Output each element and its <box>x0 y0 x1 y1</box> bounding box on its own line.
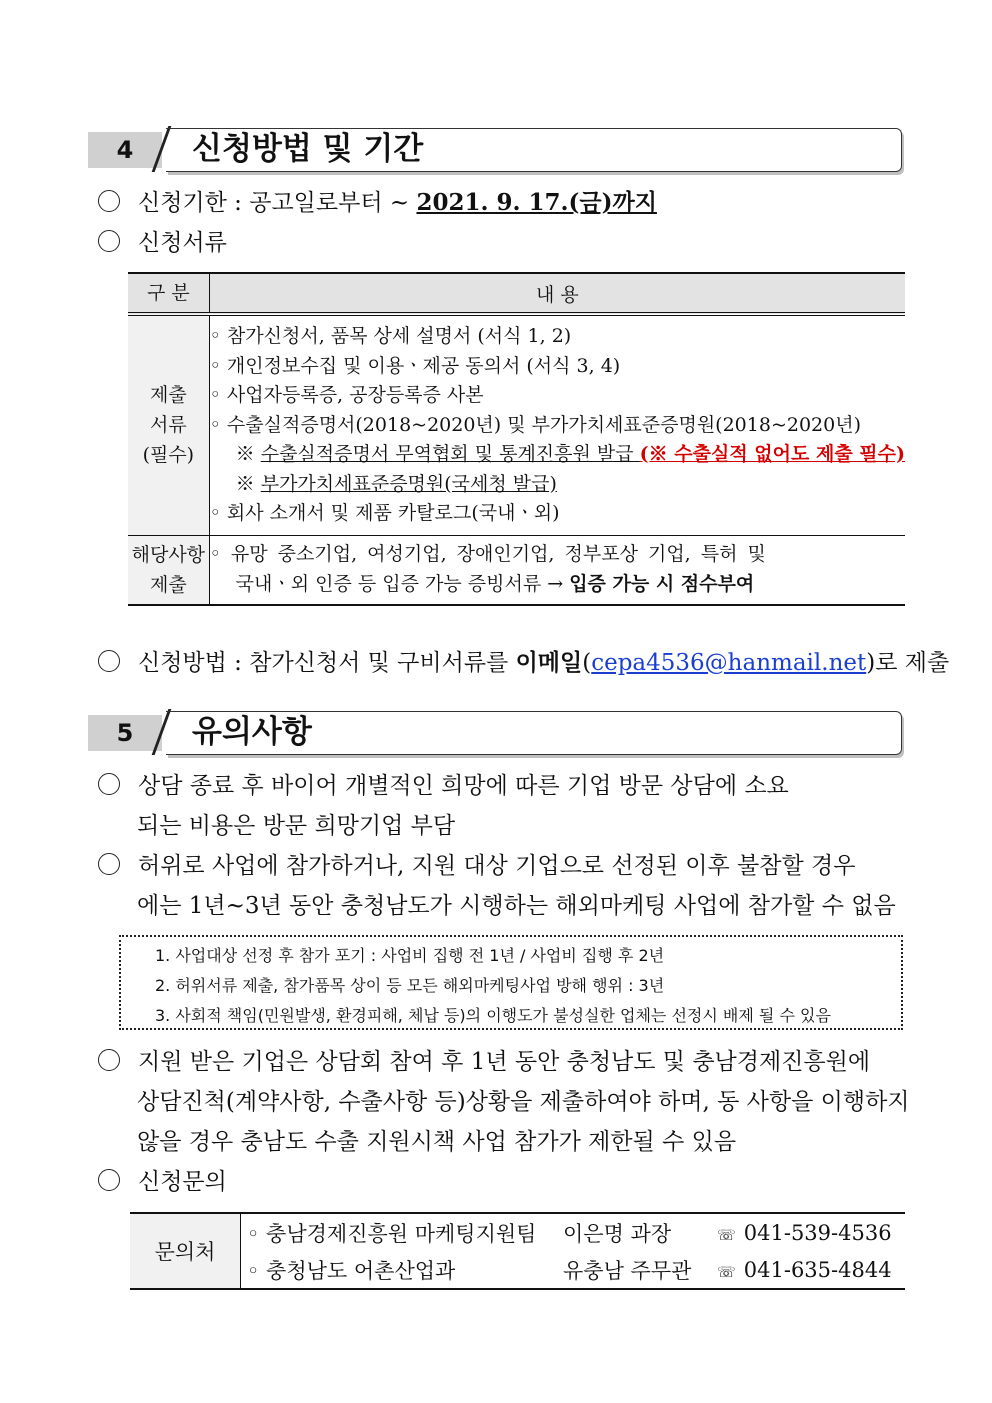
circle-bullet-icon <box>98 650 120 672</box>
deadline-label: 신청기한 : 공고일로부터 ~ <box>138 190 417 216</box>
circle-bullet-icon <box>98 1169 120 1191</box>
row-category: 해당사항 제출 <box>128 535 209 605</box>
section-number: 5 <box>88 715 162 751</box>
email-link[interactable]: cepa4536@hanmail.net <box>591 650 867 676</box>
note-item: ※ 부가가치세표준증명원(국세청 발급) <box>235 472 557 495</box>
note-emphasis: (※ 수출실적 없어도 제출 필수) <box>639 443 905 465</box>
section-4-header <box>88 128 902 172</box>
row-content <box>209 314 905 535</box>
contact-table <box>130 1212 905 1290</box>
row-content: ◦ 유망 중소기업, 여성기업, 장애인기업, 정부포상 기업, 특허 및 국내ㆍ외 인증 등 입증 가능 증빙서류 → 입증 가능 시 점수부여 <box>209 535 905 605</box>
circle-bullet-icon <box>98 853 120 875</box>
contact-org: ◦ 충남경제진흥원 마케팅지원팀 <box>247 1221 537 1246</box>
contact-person: 유충남 주무관 <box>563 1258 692 1283</box>
circle-bullet-icon <box>98 773 120 795</box>
section-number: 4 <box>88 132 162 168</box>
table-row <box>128 535 905 605</box>
penalty-item: 3. 사회적 책임(민원발생, 환경피해, 체납 등)의 이행도가 불성실한 업체는 선정시 배제 될 수 있음 <box>155 1006 831 1025</box>
circle-bullet-icon <box>98 230 120 252</box>
deadline-date: 2021. 9. 17.(금)까지 <box>416 189 657 216</box>
circle-bullet-icon <box>98 190 120 212</box>
penalty-box <box>119 935 903 1030</box>
phone-icon: ☏ <box>717 1262 736 1281</box>
method-line: 신청방법 : 참가신청서 및 구비서류를 이메일(cepa4536@hanmail.net)로 제출 <box>98 643 949 683</box>
table-header-category: 구 분 <box>128 273 209 314</box>
penalty-item: 1. 사업대상 선정 후 참가 포기 : 사업비 집행 전 1년 / 사업비 집행 후 2년 <box>155 946 665 965</box>
table-row <box>130 1251 905 1289</box>
notice-item-1: 상담 종료 후 바이어 개별적인 희망에 따른 기업 방문 상담에 소요 <box>98 766 789 806</box>
row-category: 제출 서류 (필수) <box>128 314 209 535</box>
phone-icon: ☏ <box>717 1225 736 1244</box>
notice-item-2: 허위로 사업에 참가하거나, 지원 대상 기업으로 선정된 이후 불참할 경우 <box>98 846 855 886</box>
scoring-note: 입증 가능 시 점수부여 <box>569 572 755 595</box>
section-title: 유의사항 <box>192 714 312 750</box>
list-item: ◦ 참가신청서, 품목 상세 설명서 (서식 1, 2) <box>209 325 572 347</box>
penalty-item: 2. 허위서류 제출, 참가품목 상이 등 모든 해외마케팅사업 방해 행위 : 3년 <box>155 976 665 995</box>
notice-item-3: 지원 받은 기업은 상담회 참여 후 1년 동안 충청남도 및 충남경제진흥원에 <box>98 1042 870 1082</box>
section-5-header <box>88 711 902 755</box>
note-item: ※ 수출실적증명서 무역협회 및 통계진흥원 발급 (※ 수출실적 없어도 제출 필수) <box>235 443 905 465</box>
contact-header: 문의처 <box>130 1213 241 1289</box>
section-title: 신청방법 및 기간 <box>192 131 424 167</box>
list-item: ◦ 사업자등록증, 공장등록증 사본 <box>209 384 484 406</box>
table-row <box>128 314 905 535</box>
required-documents-table <box>128 272 905 606</box>
list-item: ◦ 개인정보수집 및 이용ㆍ제공 동의서 (서식 3, 4) <box>209 354 621 377</box>
contact-org: ◦ 충청남도 어촌산업과 <box>247 1258 456 1283</box>
contact-phone: ☏ 041-635-4844 <box>717 1257 892 1282</box>
method-label: 신청방법 : 참가신청서 및 구비서류를 <box>138 650 516 676</box>
circle-bullet-icon <box>98 1049 120 1071</box>
contact-phone: ☏ 041-539-4536 <box>717 1220 892 1245</box>
contact-person: 이은명 과장 <box>563 1221 672 1246</box>
list-item: ◦ 회사 소개서 및 제품 카탈로그(국내ㆍ외) <box>209 502 560 524</box>
docs-line <box>98 223 227 263</box>
table-header-content: 내 용 <box>209 273 905 314</box>
list-item: ◦ 수출실적증명서(2018~2020년) 및 부가가치세표준증명원(2018~2020년) <box>209 413 861 436</box>
table-row <box>130 1213 905 1251</box>
deadline-line <box>98 183 657 223</box>
inquiry-line: 신청문의 <box>98 1162 227 1202</box>
docs-label: 신청서류 <box>138 230 227 256</box>
